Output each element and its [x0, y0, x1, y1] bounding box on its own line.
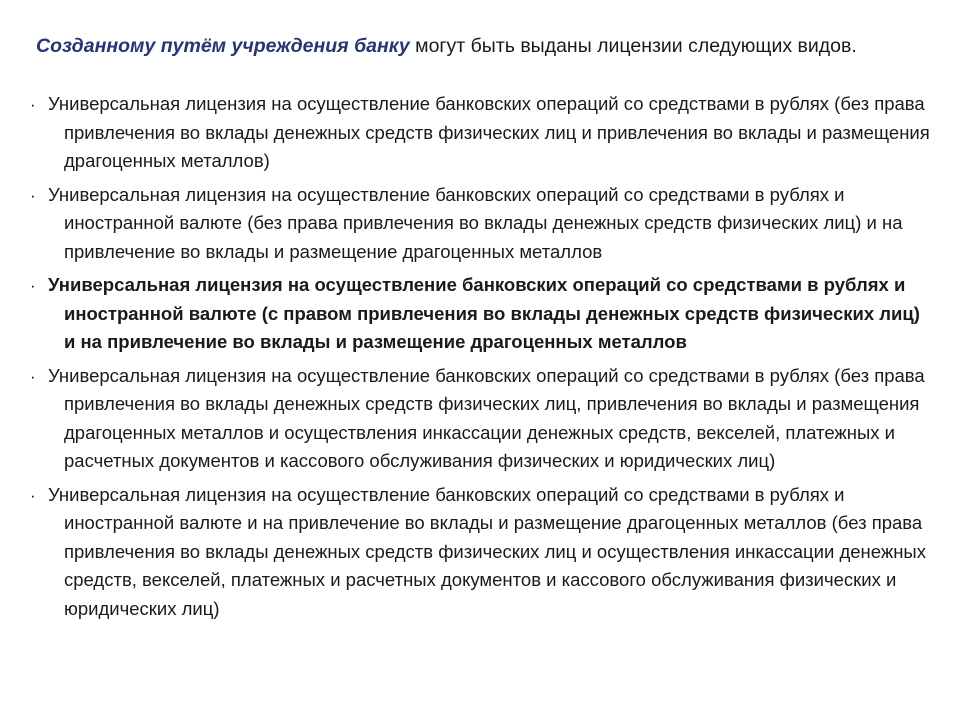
license-list — [30, 90, 930, 628]
bullet-icon: · — [30, 276, 36, 295]
heading-accent: Созданному путём учреждения банку — [36, 35, 410, 57]
list-item — [30, 362, 930, 476]
heading-rest: могут быть выданы лицензии следующих видов. — [409, 35, 857, 57]
slide-heading — [36, 34, 936, 58]
bullet-icon: · — [30, 485, 36, 505]
list-item — [30, 90, 930, 176]
list-item-text: Универсальная лицензия на осуществление банковских операций со средствами в рублях (без права привлечения во вклады денежных средств физических лиц, привлечения во вклады и размещения драгоценных металлов и осуществления инкассации денежных средств, векселей, платежных и расчетных документов и кассового обслуживания физических и юридических лиц) — [48, 364, 925, 471]
bullet-icon: · — [30, 95, 36, 114]
list-item-text: Универсальная лицензия на осуществление банковских операций со средствами в рублях и иностранной валюте (без права привлечения во вклады денежных средств физических лиц) и на привлечение во вклады и размещение драгоценных металлов — [48, 183, 903, 262]
bullet-icon: · — [30, 185, 36, 205]
list-item-text: Универсальная лицензия на осуществление банковских операций со средствами в рублях и иностранной валюте (с правом привлечения во вклады денежных средств физических лиц) и на привлечение во вклады и размещение драгоценных металлов — [48, 274, 920, 352]
bullet-icon: · — [30, 366, 36, 386]
list-item — [30, 271, 930, 357]
list-item — [30, 481, 930, 624]
list-item — [30, 181, 930, 267]
list-item-text: Универсальная лицензия на осуществление банковских операций со средствами в рублях (без права привлечения во вклады денежных средств физических лиц и привлечения во вклады и размещения драгоценных металлов) — [48, 93, 930, 171]
list-item-text: Универсальная лицензия на осуществление банковских операций со средствами в рублях и иностранной валюте и на привлечение во вклады и размещение драгоценных металлов (без права привлечения во вклады денежных средств физических лиц и осуществления инкассации денежных средств, векселей, платежных и расчетных документов и кассового обслуживания физических и юридических лиц) — [48, 483, 926, 619]
